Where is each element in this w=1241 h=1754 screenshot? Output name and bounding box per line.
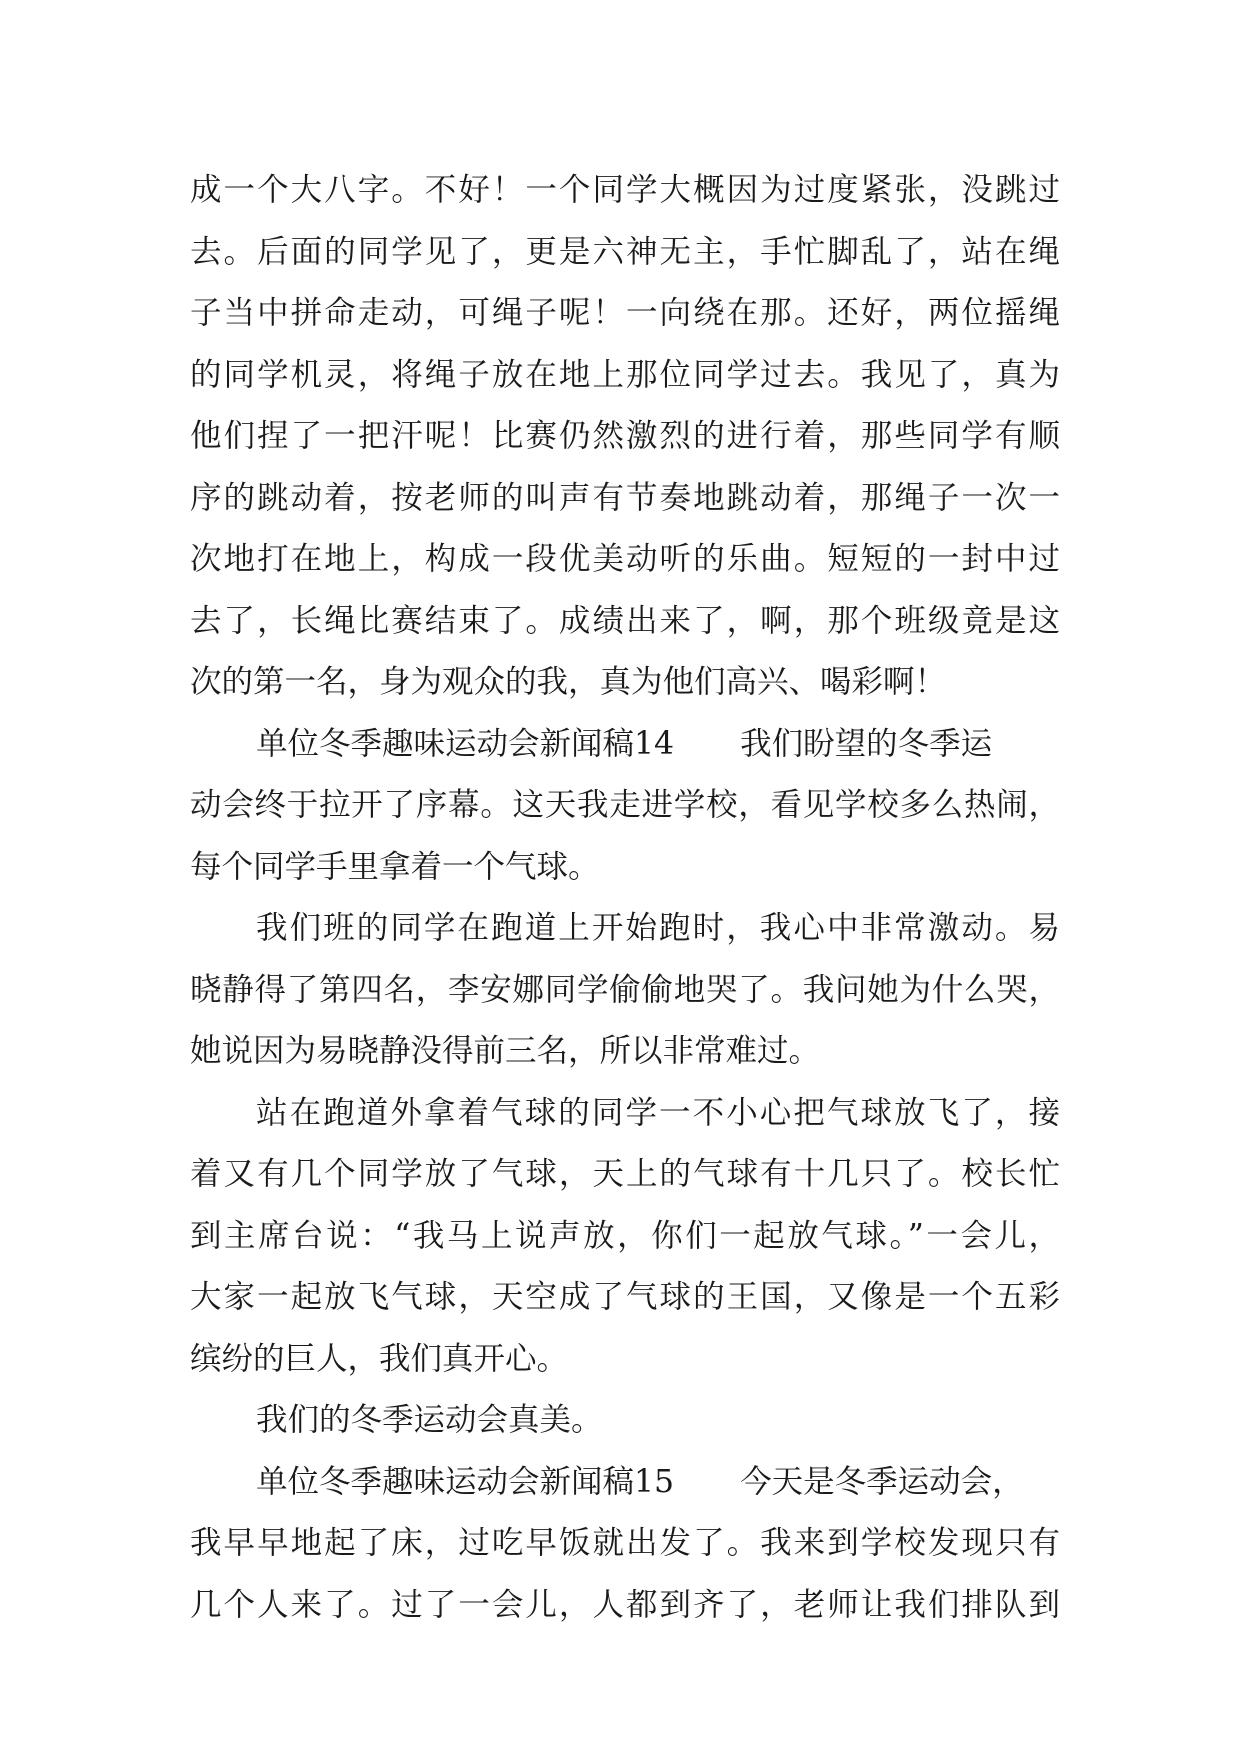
text-line: 站在跑道外拿着气球的同学一不小心把气球放飞了，接 — [256, 1094, 1060, 1131]
text-line: 我们班的同学在跑道上开始跑时，我心中非常激动。易 — [256, 910, 1060, 946]
section-heading: 单位冬季趣味运动会新闻稿15 — [256, 1463, 675, 1500]
text-span: 我们盼望的冬季运 — [740, 725, 993, 762]
text-line: 他们捏了一把汗呢！比赛仍然激烈的进行着，那些同学有顺 — [190, 418, 1060, 454]
text-line: 序的跳动着，按老师的叫声有节奏地跳动着，那绳子一次一 — [190, 479, 1060, 516]
text-line: 到主席台说：“我马上说声放，你们一起放气球。”一会儿， — [190, 1217, 1060, 1254]
text-line: 着又有几个同学放了气球，天上的气球有十几只了。校长忙 — [190, 1156, 1060, 1192]
paragraph-race — [190, 898, 1060, 1083]
text-line: 子当中拼命走动，可绳子呢！一向绕在那。还好，两位摇绳 — [190, 295, 1060, 331]
text-line: 每个同学手里拿着一个气球。 — [190, 848, 600, 885]
text-line: 去。后面的同学见了，更是六神无主，手忙脚乱了，站在绳 — [190, 233, 1060, 270]
paragraph-jump-rope — [190, 160, 1060, 714]
text-line: 大家一起放飞气球，天空成了气球的王国，又像是一个五彩 — [190, 1279, 1060, 1315]
paragraph-balloon — [190, 1083, 1060, 1391]
paragraph-beauty — [190, 1390, 1060, 1452]
text-line: 的同学机灵，将绳子放在地上那位同学过去。我见了，真为 — [190, 356, 1060, 393]
text-line: 她说因为易晓静没得前三名，所以非常难过。 — [190, 1033, 821, 1069]
text-line: 次的第一名，身为观众的我，真为他们高兴、喝彩啊！ — [190, 664, 947, 700]
section-heading-line — [190, 714, 1060, 776]
text-line: 晓静得了第四名，李安娜同学偷偷地哭了。我问她为什么哭， — [190, 971, 1060, 1008]
text-line: 去了，长绳比赛结束了。成绩出来了，啊，那个班级竟是这 — [190, 602, 1060, 639]
section-heading-line — [190, 1452, 1060, 1514]
section-14 — [190, 714, 1060, 899]
document-body — [190, 160, 1060, 1636]
text-line: 次地打在地上，构成一段优美动听的乐曲。短短的一封中过 — [190, 541, 1060, 577]
text-line: 动会终于拉开了序幕。这天我走进学校，看见学校多么热闹， — [190, 787, 1060, 823]
text-line: 缤纷的巨人，我们真开心。 — [190, 1340, 569, 1377]
text-span: 今天是冬季运动会， — [740, 1463, 1024, 1500]
text-line: 成一个大八字。不好！一个同学大概因为过度紧张，没跳过 — [190, 172, 1060, 208]
text-line: 我早早地起了床，过吃早饭就出发了。我来到学校发现只有 — [190, 1525, 1060, 1561]
text-line: 几个人来了。过了一会儿，人都到齐了，老师让我们排队到 — [190, 1586, 1060, 1623]
text-line: 我们的冬季运动会真美。 — [256, 1402, 603, 1438]
section-heading: 单位冬季趣味运动会新闻稿14 — [256, 725, 675, 762]
section-15 — [190, 1452, 1060, 1637]
